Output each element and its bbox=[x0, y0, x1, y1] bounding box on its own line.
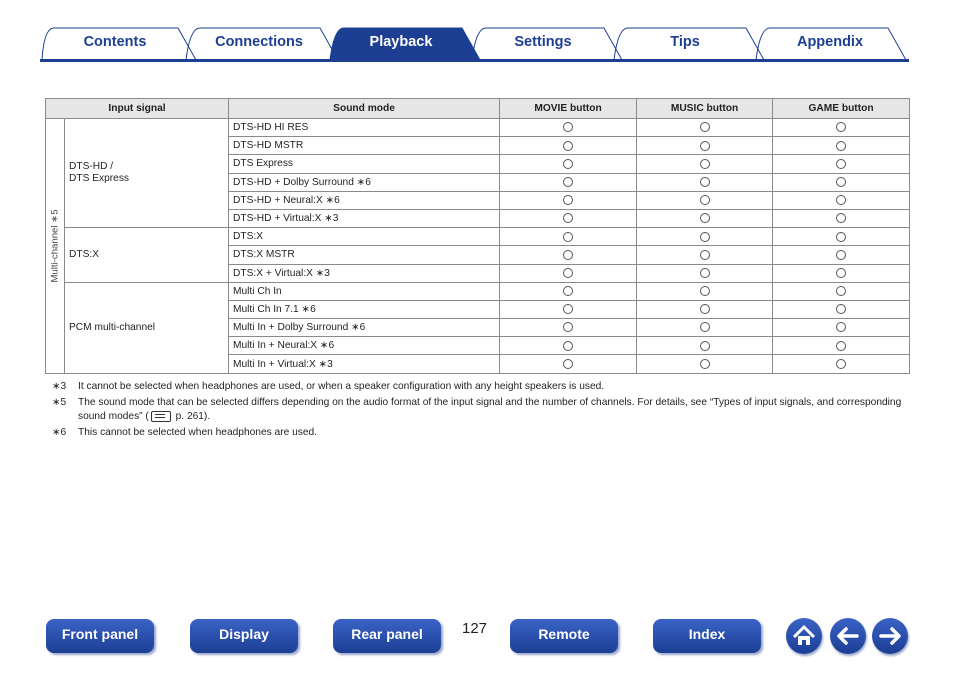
footnote-3 bbox=[52, 380, 912, 394]
footnote-text: The sound mode that can be selected differs depending on the audio format of the input signal and the number of channels. For details, see “Types of input signals, and corresponding sound modes” ( bbox=[78, 397, 902, 422]
movie-availability-cell bbox=[500, 209, 637, 227]
available-circle-icon bbox=[700, 213, 710, 223]
sound-mode-cell: DTS:X bbox=[229, 228, 500, 246]
available-circle-icon bbox=[700, 177, 710, 187]
available-circle-icon bbox=[563, 286, 573, 296]
front-panel-button[interactable]: Front panel bbox=[46, 619, 154, 653]
music-availability-cell bbox=[637, 319, 773, 337]
footnote-6 bbox=[52, 426, 912, 440]
game-availability-cell bbox=[773, 155, 910, 173]
available-circle-icon bbox=[700, 286, 710, 296]
available-circle-icon bbox=[563, 250, 573, 260]
tab-tips[interactable]: Tips bbox=[670, 34, 700, 50]
header-music-button: MUSIC button bbox=[637, 99, 773, 119]
game-availability-cell bbox=[773, 300, 910, 318]
music-availability-cell bbox=[637, 209, 773, 227]
sound-mode-table bbox=[45, 98, 910, 374]
footnote-mark: ∗6 bbox=[52, 427, 67, 438]
back-arrow-icon bbox=[830, 618, 866, 654]
movie-availability-cell bbox=[500, 282, 637, 300]
footnote-text: It cannot be selected when headphones are used, or when a speaker configuration with any height speakers is used. bbox=[78, 381, 605, 392]
movie-availability-cell bbox=[500, 155, 637, 173]
game-availability-cell bbox=[773, 137, 910, 155]
footnotes bbox=[52, 380, 912, 442]
header-sound-mode: Sound mode bbox=[229, 99, 500, 119]
music-availability-cell bbox=[637, 264, 773, 282]
available-circle-icon bbox=[700, 141, 710, 151]
available-circle-icon bbox=[836, 177, 846, 187]
footnote-5 bbox=[52, 396, 912, 424]
tab-connections[interactable]: Connections bbox=[215, 34, 303, 50]
available-circle-icon bbox=[563, 122, 573, 132]
page-number: 127 bbox=[462, 620, 488, 637]
available-circle-icon bbox=[836, 250, 846, 260]
movie-availability-cell bbox=[500, 119, 637, 137]
available-circle-icon bbox=[836, 122, 846, 132]
footnote-page-link[interactable]: p. 261). bbox=[172, 411, 211, 422]
footnote-text: This cannot be selected when headphones are used. bbox=[78, 427, 318, 438]
display-button[interactable]: Display bbox=[190, 619, 298, 653]
page-ref-icon bbox=[151, 411, 171, 422]
index-button[interactable]: Index bbox=[653, 619, 761, 653]
available-circle-icon bbox=[700, 122, 710, 132]
sound-mode-cell: Multi Ch In 7.1 ∗6 bbox=[229, 300, 500, 318]
forward-button[interactable] bbox=[872, 618, 908, 654]
sound-mode-cell: DTS-HD MSTR bbox=[229, 137, 500, 155]
game-availability-cell bbox=[773, 355, 910, 373]
game-availability-cell bbox=[773, 246, 910, 264]
table-header-row bbox=[46, 99, 910, 119]
movie-availability-cell bbox=[500, 137, 637, 155]
sound-mode-cell: Multi In + Neural:X ∗6 bbox=[229, 337, 500, 355]
available-circle-icon bbox=[836, 232, 846, 242]
available-circle-icon bbox=[563, 359, 573, 369]
movie-availability-cell bbox=[500, 173, 637, 191]
available-circle-icon bbox=[836, 195, 846, 205]
tab-settings[interactable]: Settings bbox=[514, 34, 572, 50]
game-availability-cell bbox=[773, 337, 910, 355]
available-circle-icon bbox=[700, 195, 710, 205]
available-circle-icon bbox=[700, 322, 710, 332]
game-availability-cell bbox=[773, 282, 910, 300]
rear-panel-button[interactable]: Rear panel bbox=[333, 619, 441, 653]
movie-availability-cell bbox=[500, 264, 637, 282]
music-availability-cell bbox=[637, 355, 773, 373]
music-availability-cell bbox=[637, 246, 773, 264]
available-circle-icon bbox=[563, 213, 573, 223]
game-availability-cell bbox=[773, 173, 910, 191]
game-availability-cell bbox=[773, 191, 910, 209]
available-circle-icon bbox=[836, 304, 846, 314]
available-circle-icon bbox=[700, 304, 710, 314]
available-circle-icon bbox=[563, 232, 573, 242]
music-availability-cell bbox=[637, 173, 773, 191]
input-signal-group: PCM multi-channel bbox=[65, 282, 229, 373]
available-circle-icon bbox=[563, 304, 573, 314]
movie-availability-cell bbox=[500, 300, 637, 318]
music-availability-cell bbox=[637, 228, 773, 246]
tab-appendix[interactable]: Appendix bbox=[796, 34, 864, 50]
tab-playback[interactable]: Playback bbox=[369, 34, 433, 50]
header-input-signal: Input signal bbox=[46, 99, 229, 119]
input-signal-group: DTS:X bbox=[65, 228, 229, 283]
home-icon bbox=[786, 618, 822, 654]
available-circle-icon bbox=[563, 195, 573, 205]
music-availability-cell bbox=[637, 155, 773, 173]
tab-contents[interactable]: Contents bbox=[83, 34, 147, 50]
game-availability-cell bbox=[773, 319, 910, 337]
available-circle-icon bbox=[700, 341, 710, 351]
table-row bbox=[46, 119, 910, 137]
available-circle-icon bbox=[836, 159, 846, 169]
available-circle-icon bbox=[836, 141, 846, 151]
movie-availability-cell bbox=[500, 191, 637, 209]
available-circle-icon bbox=[700, 232, 710, 242]
music-availability-cell bbox=[637, 337, 773, 355]
music-availability-cell bbox=[637, 282, 773, 300]
sound-mode-cell: DTS-HD + Neural:X ∗6 bbox=[229, 191, 500, 209]
available-circle-icon bbox=[563, 268, 573, 278]
available-circle-icon bbox=[563, 322, 573, 332]
movie-availability-cell bbox=[500, 246, 637, 264]
remote-button[interactable]: Remote bbox=[510, 619, 618, 653]
table-row bbox=[46, 228, 910, 246]
forward-arrow-icon bbox=[872, 618, 908, 654]
available-circle-icon bbox=[563, 159, 573, 169]
game-availability-cell bbox=[773, 264, 910, 282]
sound-mode-cell: DTS-HD + Virtual:X ∗3 bbox=[229, 209, 500, 227]
sound-mode-cell: DTS:X MSTR bbox=[229, 246, 500, 264]
available-circle-icon bbox=[700, 159, 710, 169]
back-button[interactable] bbox=[830, 618, 866, 654]
available-circle-icon bbox=[700, 359, 710, 369]
outer-input-label: Multi-channel ∗5 bbox=[49, 209, 61, 283]
footnote-mark: ∗5 bbox=[52, 397, 67, 408]
sound-mode-cell: DTS-HD + Dolby Surround ∗6 bbox=[229, 173, 500, 191]
table-row bbox=[46, 282, 910, 300]
movie-availability-cell bbox=[500, 355, 637, 373]
game-availability-cell bbox=[773, 209, 910, 227]
movie-availability-cell bbox=[500, 319, 637, 337]
available-circle-icon bbox=[836, 286, 846, 296]
music-availability-cell bbox=[637, 119, 773, 137]
available-circle-icon bbox=[700, 268, 710, 278]
movie-availability-cell bbox=[500, 337, 637, 355]
available-circle-icon bbox=[836, 213, 846, 223]
header-game-button: GAME button bbox=[773, 99, 910, 119]
sound-mode-cell: DTS:X + Virtual:X ∗3 bbox=[229, 264, 500, 282]
sound-mode-cell: Multi Ch In bbox=[229, 282, 500, 300]
sound-mode-cell: DTS Express bbox=[229, 155, 500, 173]
music-availability-cell bbox=[637, 300, 773, 318]
movie-availability-cell bbox=[500, 228, 637, 246]
available-circle-icon bbox=[836, 268, 846, 278]
footnote-mark: ∗3 bbox=[52, 381, 67, 392]
available-circle-icon bbox=[563, 341, 573, 351]
music-availability-cell bbox=[637, 191, 773, 209]
sound-mode-cell: Multi In + Dolby Surround ∗6 bbox=[229, 319, 500, 337]
available-circle-icon bbox=[836, 359, 846, 369]
available-circle-icon bbox=[700, 250, 710, 260]
sound-mode-cell: Multi In + Virtual:X ∗3 bbox=[229, 355, 500, 373]
outer-input-label-cell bbox=[46, 119, 65, 374]
available-circle-icon bbox=[836, 341, 846, 351]
sound-mode-cell: DTS-HD HI RES bbox=[229, 119, 500, 137]
header-movie-button: MOVIE button bbox=[500, 99, 637, 119]
available-circle-icon bbox=[836, 322, 846, 332]
home-button[interactable] bbox=[786, 618, 822, 654]
game-availability-cell bbox=[773, 228, 910, 246]
available-circle-icon bbox=[563, 141, 573, 151]
input-signal-group: DTS-HD / DTS Express bbox=[65, 119, 229, 228]
game-availability-cell bbox=[773, 119, 910, 137]
music-availability-cell bbox=[637, 137, 773, 155]
available-circle-icon bbox=[563, 177, 573, 187]
top-tab-bar bbox=[40, 26, 909, 62]
